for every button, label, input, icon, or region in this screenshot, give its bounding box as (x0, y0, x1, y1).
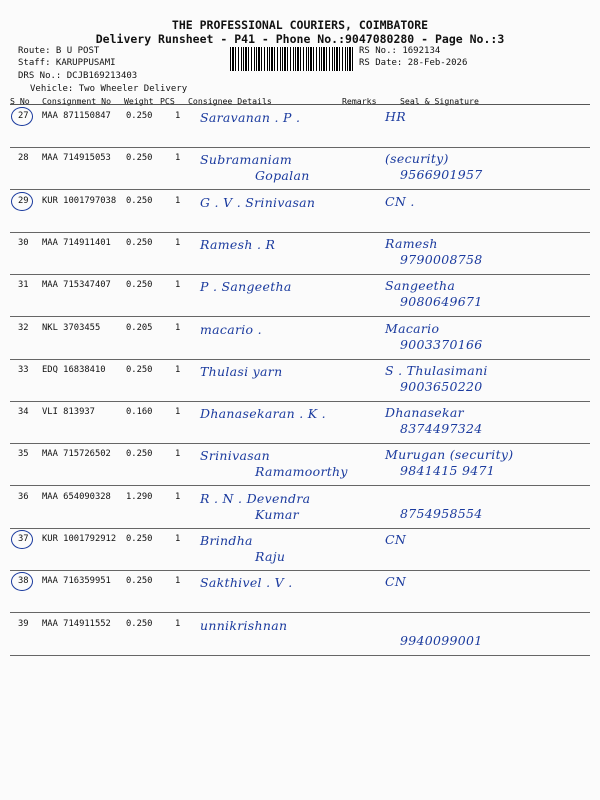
table-row (0, 275, 600, 317)
table-row (0, 571, 600, 613)
row-sno: 37 (18, 534, 29, 544)
consignee-name: Dhanasekaran . K . (200, 406, 326, 422)
pcs-value: 1 (175, 449, 181, 460)
consignee-name-line2: Kumar (255, 506, 299, 522)
consignee-name: macario . (200, 321, 262, 337)
consignment-number: MAA 715726502 (42, 449, 111, 460)
consignment-number: KUR 1001792912 (42, 534, 117, 544)
weight-value: 0.160 (126, 407, 153, 418)
seal-phone: 9940099001 (400, 632, 483, 648)
seal-signature: CN (385, 532, 407, 547)
weight-value: 0.250 (126, 153, 153, 164)
weight-value: 0.250 (126, 576, 153, 587)
weight-value: 0.205 (126, 322, 153, 333)
row-sno: 30 (18, 237, 29, 248)
consignee-name-line2: Ramamoorthy (255, 464, 348, 480)
seal-signature: Murugan (security) (385, 447, 514, 463)
seal-phone: 9080649671 (400, 294, 483, 310)
consignee-name: P . Sangeetha (200, 279, 292, 295)
table-row (0, 402, 600, 444)
consignee-name: R . N . Devendra (200, 490, 311, 506)
col-weight: Weight (124, 96, 154, 106)
seal-phone: 9003370166 (400, 336, 483, 352)
table-row (0, 529, 600, 571)
seal-phone: 9003650220 (400, 378, 483, 394)
weight-value: 0.250 (126, 280, 153, 291)
circled-number-mark (11, 107, 33, 126)
consignee-name: Thulasi yarn (200, 363, 283, 379)
seal-phone: 8754958554 (400, 505, 483, 521)
consignee-name: Subramaniam (200, 152, 293, 168)
pcs-value: 1 (175, 322, 181, 333)
barcode-image (230, 47, 355, 71)
col-remarks: Remarks (342, 96, 377, 106)
consignee-name: Srinivasan (200, 448, 271, 464)
seal-signature: Dhanasekar (385, 405, 464, 421)
consignee-name: Ramesh . R (200, 236, 276, 252)
weight-value: 0.250 (126, 364, 153, 375)
header-divider (10, 104, 590, 105)
seal-phone: 9790008758 (400, 251, 483, 267)
table-row (0, 191, 600, 233)
row-sno: 28 (18, 153, 29, 164)
circled-number-mark (11, 530, 33, 549)
consignment-number: MAA 714911552 (42, 618, 111, 629)
weight-value: 0.250 (126, 449, 153, 460)
weight-value: 1.290 (126, 491, 153, 502)
consignee-name-line2: Gopalan (255, 168, 310, 184)
col-consignee: Consignee Details (188, 96, 272, 106)
pcs-value: 1 (175, 111, 181, 121)
table-row (0, 233, 600, 275)
pcs-value: 1 (175, 534, 181, 544)
col-pcs: PCS (160, 96, 175, 106)
weight-value: 0.250 (126, 618, 153, 629)
seal-phone: 9566901957 (400, 167, 483, 183)
row-sno: 34 (18, 407, 29, 418)
consignment-number: VLI 813937 (42, 407, 95, 418)
route-label: Route: B U POST (18, 46, 100, 56)
row-sno: 31 (18, 280, 29, 291)
consignee-name: Brindha (200, 533, 253, 548)
pcs-value: 1 (175, 280, 181, 291)
consignee-name: Sakthivel . V . (200, 575, 293, 591)
seal-signature: HR (385, 109, 406, 124)
consignment-number: EDQ 16838410 (42, 364, 106, 375)
consignment-number: MAA 871150847 (42, 111, 111, 121)
runsheet-title: Delivery Runsheet - P41 - Phone No.:9047080280 - Page No.:3 (95, 32, 505, 46)
consignee-name: G . V . Srinivasan (200, 194, 316, 210)
drs-label: DRS No.: DCJB169213403 (18, 71, 138, 81)
seal-phone: 8374497324 (400, 421, 483, 437)
consignment-number: MAA 716359951 (42, 576, 111, 587)
col-consignment: Consignment No (42, 96, 112, 106)
company-title: THE PROFESSIONAL COURIERS, COIMBATORE (171, 18, 429, 32)
row-sno: 39 (18, 618, 29, 629)
table-row (0, 444, 600, 486)
pcs-value: 1 (175, 618, 181, 629)
pcs-value: 1 (175, 364, 181, 375)
table-row (0, 487, 600, 529)
consignment-number: MAA 654090328 (42, 491, 111, 502)
seal-signature: CN (385, 574, 407, 590)
weight-value: 0.250 (126, 534, 153, 544)
col-seal: Seal & Signature (400, 96, 479, 106)
consignment-number: NKL 3703455 (42, 322, 101, 333)
row-sno: 27 (18, 111, 29, 121)
row-sno: 35 (18, 449, 29, 460)
consignment-number: KUR 1001797038 (42, 195, 117, 206)
col-sno: S No (10, 96, 30, 106)
weight-value: 0.250 (126, 237, 153, 248)
row-sno: 38 (18, 576, 29, 587)
consignee-name: unnikrishnan (200, 617, 288, 633)
pcs-value: 1 (175, 491, 181, 502)
table-row (0, 318, 600, 360)
rs-date: RS Date: 28-Feb-2026 (359, 58, 468, 68)
table-row (0, 614, 600, 656)
seal-signature: Ramesh (385, 235, 438, 251)
staff-label: Staff: KARUPPUSAMI (18, 58, 116, 68)
seal-signature: S . Thulasimani (385, 362, 488, 378)
row-divider (10, 655, 590, 656)
consignment-number: MAA 714915053 (42, 153, 111, 164)
vehicle-label: Vehicle: Two Wheeler Delivery (30, 84, 188, 94)
table-row (0, 106, 600, 148)
row-sno: 32 (18, 322, 29, 333)
seal-signature: Sangeetha (385, 278, 456, 294)
consignment-number: MAA 714911401 (42, 237, 111, 248)
seal-signature: Macario (385, 320, 440, 336)
seal-phone: 9841415 9471 (400, 463, 496, 479)
pcs-value: 1 (175, 407, 181, 418)
seal-signature: (security) (385, 151, 449, 167)
table-row (0, 360, 600, 402)
row-sno: 33 (18, 364, 29, 375)
circled-number-mark (11, 572, 33, 591)
weight-value: 0.250 (126, 111, 153, 121)
pcs-value: 1 (175, 576, 181, 587)
weight-value: 0.250 (126, 195, 153, 206)
table-row (0, 148, 600, 190)
circled-number-mark (11, 192, 33, 211)
pcs-value: 1 (175, 237, 181, 248)
seal-signature: CN . (385, 193, 415, 209)
row-sno: 36 (18, 491, 29, 502)
pcs-value: 1 (175, 195, 181, 206)
consignee-name-line2: Raju (255, 549, 286, 564)
pcs-value: 1 (175, 153, 181, 164)
rs-number: RS No.: 1692134 (359, 46, 441, 56)
row-sno: 29 (18, 195, 29, 206)
consignee-name: Saravanan . P . (200, 110, 301, 125)
consignment-number: MAA 715347407 (42, 280, 111, 291)
